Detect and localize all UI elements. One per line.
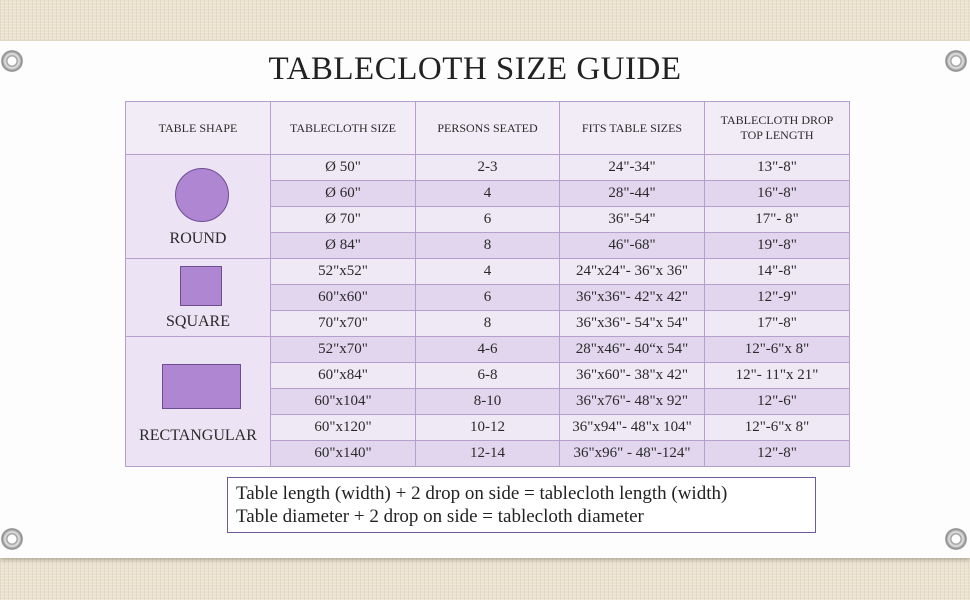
header-drop-length: TABLECLOTH DROP TOP LENGTH [705,102,850,155]
cell-persons: 6-8 [416,363,560,389]
cell-fits: 36"x96" - 48"-124" [560,441,705,467]
cell-drop: 13"-8" [705,155,850,181]
cell-persons: 4-6 [416,337,560,363]
size-guide-table [125,101,850,467]
shape-rectangular [126,337,271,467]
cell-drop: 14"-8" [705,259,850,285]
cell-size: Ø 70" [271,207,416,233]
cell-persons: 6 [416,285,560,311]
page-title: TABLECLOTH SIZE GUIDE [268,51,682,87]
formula-line-length: Table length (width) + 2 drop on side = tablecloth length (width) [236,483,728,504]
rectangle-shape-icon [162,364,241,409]
cell-fits: 24"-34" [560,155,705,181]
cell-size: 70"x70" [271,311,416,337]
header-fits-table-sizes: FITS TABLE SIZES [560,102,705,155]
shape-label: SQUARE [165,313,230,330]
cell-fits: 24"x24"- 36"x 36" [560,259,705,285]
cell-persons: 6 [416,207,560,233]
cell-drop: 12"-6"x 8" [705,337,850,363]
header-persons-seated: PERSONS SEATED [416,102,560,155]
cell-fits: 28"-44" [560,181,705,207]
cell-fits: 36"x36"- 54"x 54" [560,311,705,337]
cell-size: 60"x140" [271,441,416,467]
table-row [126,259,850,285]
shape-square [126,259,271,337]
cell-size: 52"x70" [271,337,416,363]
header-table-shape: TABLE SHAPE [126,102,271,155]
cell-fits: 46"-68" [560,233,705,259]
cell-size: Ø 84" [271,233,416,259]
cell-fits: 28"x46"- 40“x 54" [560,337,705,363]
cell-drop: 12"-9" [705,285,850,311]
cell-persons: 2-3 [416,155,560,181]
cell-persons: 8 [416,233,560,259]
shape-label: RECTANGULAR [139,427,257,444]
round-shape-icon [175,168,229,222]
cell-persons: 10-12 [416,415,560,441]
cell-persons: 8-10 [416,389,560,415]
cell-persons: 8 [416,311,560,337]
grommet-icon [1,528,23,550]
cell-size: Ø 50" [271,155,416,181]
cell-drop: 17"- 8" [705,207,850,233]
cell-persons: 12-14 [416,441,560,467]
table-row [126,155,850,181]
cell-fits: 36"x60"- 38"x 42" [560,363,705,389]
shape-label: ROUND [169,230,227,247]
cell-fits: 36"x94"- 48"x 104" [560,415,705,441]
header-tablecloth-size: TABLECLOTH SIZE [271,102,416,155]
cell-drop: 12"-6" [705,389,850,415]
grommet-icon [945,528,967,550]
table-row [126,337,850,363]
cell-drop: 16"-8" [705,181,850,207]
square-shape-icon [180,266,222,306]
cell-size: 60"x60" [271,285,416,311]
formula-note-box [227,477,816,533]
cell-drop: 12"- 11"x 21" [705,363,850,389]
table-header-row [126,102,850,155]
cell-drop: 19"-8" [705,233,850,259]
cell-fits: 36"x36"- 42"x 42" [560,285,705,311]
cell-drop: 12"-8" [705,441,850,467]
cell-drop: 17"-8" [705,311,850,337]
cell-persons: 4 [416,181,560,207]
cell-size: 52"x52" [271,259,416,285]
formula-line-diameter: Table diameter + 2 drop on side = tablecloth diameter [236,506,644,527]
cell-drop: 12"-6"x 8" [705,415,850,441]
cell-fits: 36"x76"- 48"x 92" [560,389,705,415]
shape-round [126,155,271,259]
cell-size: Ø 60" [271,181,416,207]
cell-persons: 4 [416,259,560,285]
cell-size: 60"x84" [271,363,416,389]
cell-fits: 36"-54" [560,207,705,233]
size-guide-banner [0,41,970,558]
cell-size: 60"x120" [271,415,416,441]
cell-size: 60"x104" [271,389,416,415]
